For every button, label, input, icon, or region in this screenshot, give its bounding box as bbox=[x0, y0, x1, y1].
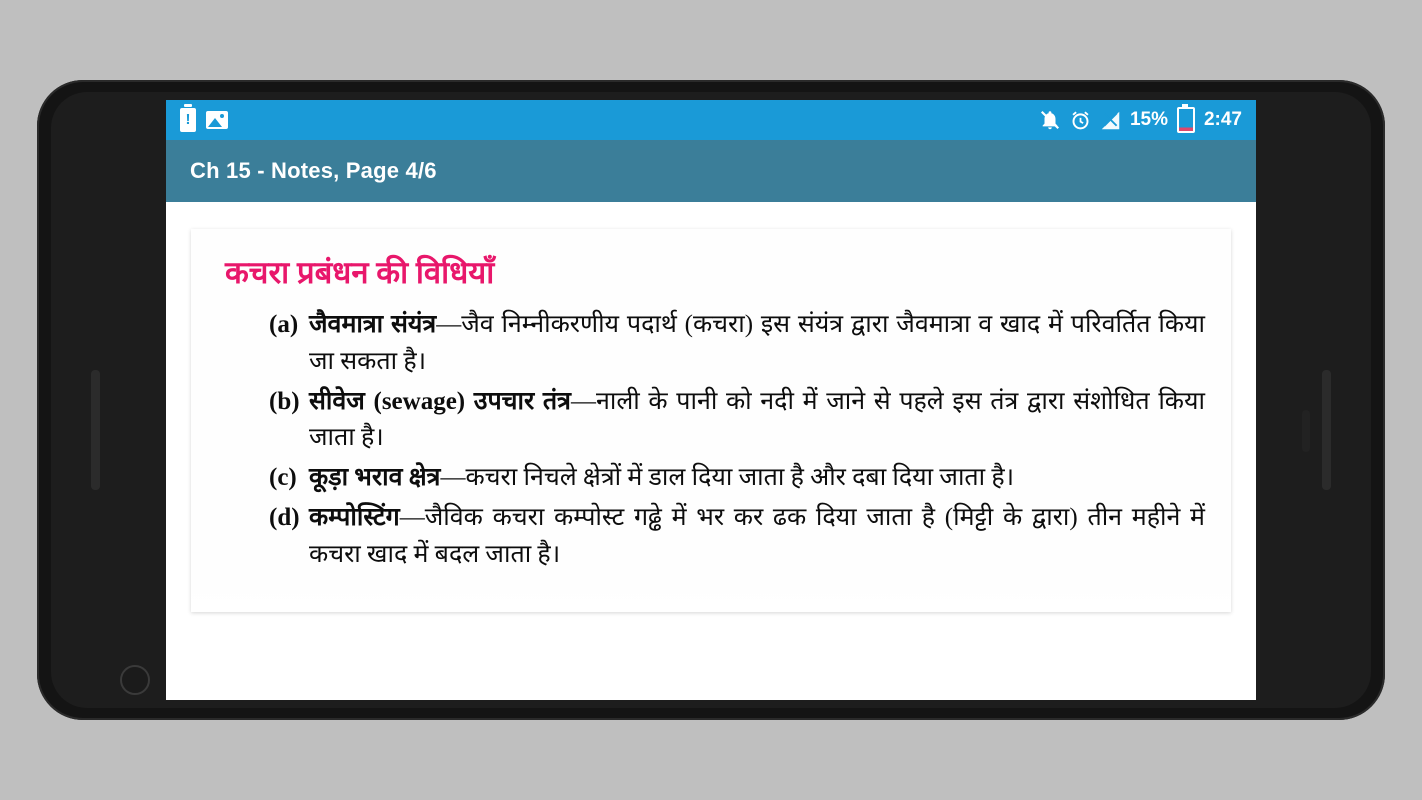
image-icon bbox=[206, 111, 228, 129]
list-item-body bbox=[309, 384, 1205, 458]
home-button[interactable] bbox=[120, 665, 150, 695]
app-bar bbox=[166, 140, 1256, 202]
list-item-text: —नाली के पानी को नदी में जाने से पहले इस तंत्र द्वारा संशोधित किया जाता है। bbox=[309, 387, 1205, 452]
battery-alert-icon: ! bbox=[180, 108, 196, 132]
list-item-text: —कचरा निचले क्षेत्रों में डाल दिया जाता है और दबा दिया जाता है। bbox=[440, 464, 1015, 491]
note-heading: कचरा प्रबंधन की विधियाँ bbox=[225, 255, 495, 290]
clock-label: 2:47 bbox=[1203, 109, 1242, 130]
list-item-lead: कम्पोस्टिंग bbox=[309, 503, 400, 531]
battery-icon bbox=[1177, 107, 1195, 133]
note-card bbox=[191, 229, 1231, 612]
notes-content-area[interactable] bbox=[166, 202, 1256, 700]
status-bar-left-icons bbox=[180, 108, 228, 132]
list-item-lead: सीवेज (sewage) उपचार तंत्र bbox=[309, 387, 571, 415]
list-item-body bbox=[309, 500, 1205, 574]
battery-percent-label: 15% bbox=[1129, 109, 1168, 130]
volume-button[interactable] bbox=[91, 370, 100, 490]
page-title: Ch 15 - Notes, Page 4/6 bbox=[190, 158, 437, 183]
list-item-marker: (c) bbox=[269, 464, 297, 491]
power-button[interactable] bbox=[1322, 370, 1331, 490]
speaker-grille bbox=[1302, 410, 1310, 452]
list-item-marker: (b) bbox=[269, 387, 300, 415]
list-item bbox=[217, 307, 1205, 381]
list-item-marker: (a) bbox=[269, 311, 299, 338]
note-items-list bbox=[217, 307, 1205, 573]
phone-screen bbox=[166, 100, 1256, 700]
list-item-body bbox=[309, 460, 1205, 497]
alarm-icon bbox=[1070, 110, 1091, 131]
status-bar-right bbox=[1039, 107, 1242, 133]
list-item-lead: जैवमात्रा संयंत्र bbox=[309, 311, 437, 338]
list-item-text: —जैव निम्नीकरणीय पदार्थ (कचरा) इस संयंत्र द्वारा जैवमात्रा व खाद में परिवर्तित किया जा सकता है। bbox=[309, 311, 1206, 375]
list-item-text: —जैविक कचरा कम्पोस्ट गढ्ढे में भर कर ढक दिया जाता है (मिट्टी के द्वारा) तीन महीने में कचरा खाद में बदल जाता है। bbox=[309, 503, 1205, 568]
list-item-lead: कूड़ा भराव क्षेत्र bbox=[309, 464, 441, 491]
list-item bbox=[217, 500, 1205, 574]
list-item-marker: (d) bbox=[269, 503, 300, 531]
notifications-off-icon bbox=[1039, 109, 1061, 131]
status-bar bbox=[166, 100, 1256, 140]
signal-off-icon bbox=[1100, 110, 1121, 131]
list-item bbox=[217, 460, 1205, 497]
list-item-body bbox=[309, 307, 1205, 381]
list-item bbox=[217, 384, 1205, 458]
